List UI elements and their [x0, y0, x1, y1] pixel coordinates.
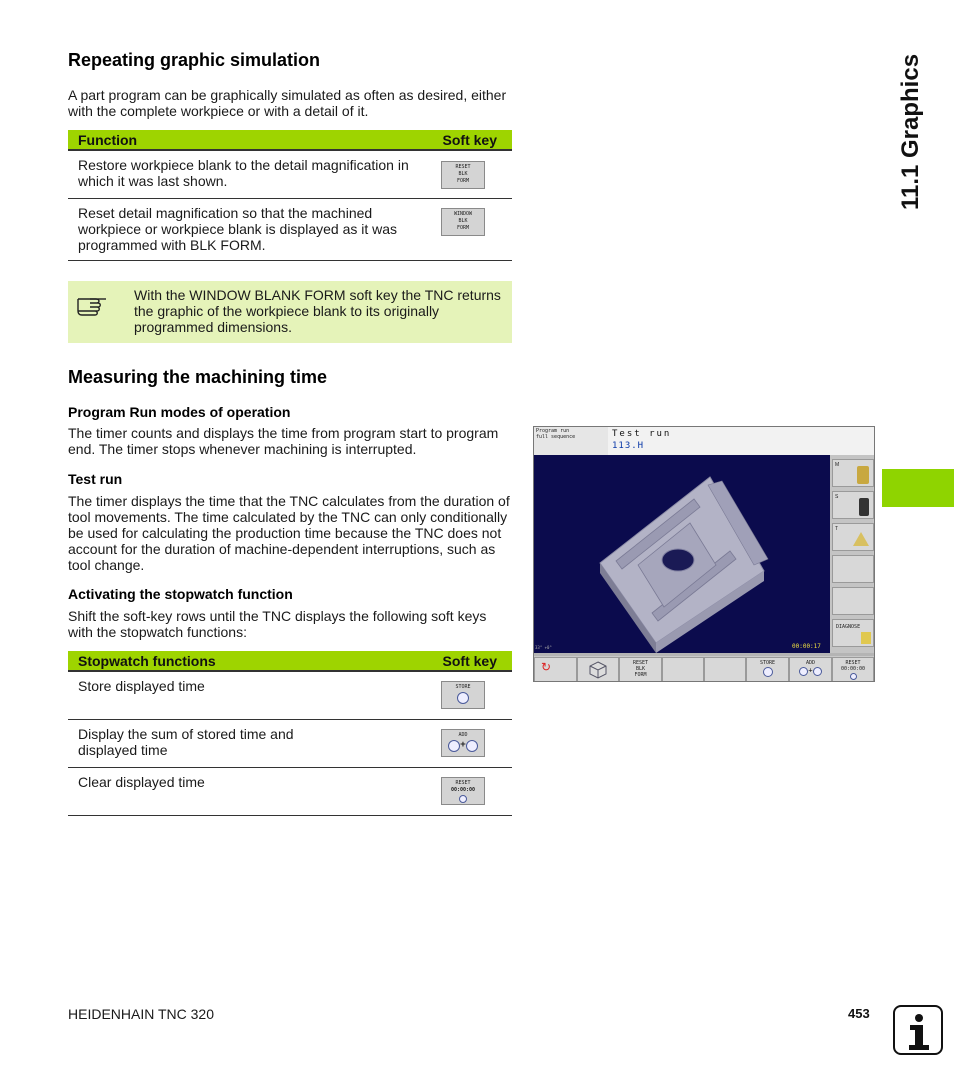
reset-timer-softkey[interactable]: RESET 00:00:00: [441, 777, 485, 805]
info-icon: [893, 1005, 943, 1055]
clock-icon: [459, 795, 467, 803]
blank-softkey[interactable]: [832, 587, 874, 615]
s-softkey[interactable]: S: [832, 491, 874, 519]
3d-view-softkey[interactable]: [577, 657, 619, 682]
heading-machining-time: Measuring the machining time: [68, 367, 328, 387]
add-softkey[interactable]: ADD +: [441, 729, 485, 757]
table-row: Store displayed time STORE: [68, 672, 512, 720]
stopwatch-table: [68, 651, 512, 816]
tnc-screenshot: Program run full sequence Test run 113.H 33° +0° 00:00:17 M S T DIAGNOSE ↻ RESET BLK FORM STORE ADD + RESET 00:00:00: [533, 426, 875, 682]
table-header: Function Soft key: [68, 130, 512, 151]
chapter-side-title: 11.1 Graphics: [897, 53, 924, 211]
heading-repeating-simulation: Repeating graphic simulation: [68, 50, 321, 70]
clock-icon: [457, 692, 469, 704]
m-softkey[interactable]: M: [832, 459, 874, 487]
table-row: Restore workpiece blank to the detail magnification in which it was last shown. RESET BLK FORM: [68, 151, 512, 199]
page-number: 453: [848, 1006, 870, 1021]
add-softkey[interactable]: ADD +: [789, 657, 832, 682]
program-header: Test run 113.H: [608, 427, 874, 456]
timer-display: 00:00:17: [792, 643, 821, 650]
intro-paragraph: A part program can be graphically simulated as often as desired, either with the complete workpiece or with a detail of it.: [68, 87, 507, 119]
subheading-test-run: Test run: [68, 471, 123, 487]
program-run-paragraph: The timer counts and displays the time from program start to program end. The timer stops whenever machining is interrupted.: [68, 425, 499, 457]
table-row: Clear displayed time RESET 00:00:00: [68, 768, 512, 816]
reset-blk-form-softkey[interactable]: RESET BLK FORM: [619, 657, 662, 682]
subheading-program-run: Program Run modes of operation: [68, 404, 291, 420]
blank-softkey[interactable]: [832, 555, 874, 583]
t-softkey[interactable]: T: [832, 523, 874, 551]
clock-icon: [466, 740, 478, 752]
workpiece-graphic: [534, 455, 830, 655]
cube-icon: [588, 660, 608, 680]
mode-indicator: Program run full sequence: [534, 427, 609, 456]
test-run-paragraph: The timer displays the time that the TNC calculates from the duration of tool movements. The time calculated by the TNC can only conditionally be used for calculating the production time because the TNC does not account for the duration of machine-dependent interruptions, such as tool change.: [68, 493, 510, 573]
empty-softkey[interactable]: [704, 657, 746, 682]
stopwatch-paragraph: Shift the soft-key rows until the TNC displays the following soft keys with the stopwatch functions:: [68, 608, 487, 640]
note-text: With the WINDOW BLANK FORM soft key the TNC returns the graphic of the workpiece blank to its originally programmed dimensions.: [134, 287, 501, 335]
graphic-view-softkey[interactable]: ↻: [534, 657, 577, 682]
note-box: [68, 281, 512, 343]
function-table: [68, 130, 512, 261]
clock-icon: [850, 673, 857, 680]
reset-blk-form-softkey[interactable]: RESET BLK FORM: [441, 161, 485, 189]
table-row: Display the sum of stored time and displayed time ADD +: [68, 720, 512, 768]
chapter-tab: [882, 469, 954, 507]
empty-softkey[interactable]: [662, 657, 704, 682]
table-header: Stopwatch functions Soft key: [68, 651, 512, 672]
clock-icon: [448, 740, 460, 752]
subheading-stopwatch: Activating the stopwatch function: [68, 586, 293, 602]
window-blk-form-softkey[interactable]: WINDOW BLK FORM: [441, 208, 485, 236]
clock-icon: [813, 667, 822, 676]
table-row: Reset detail magnification so that the machined workpiece or workpiece blank is displayed as it was programmed with BLK FORM. WINDOW BLK FORM: [68, 199, 512, 261]
pointing-hand-icon: [76, 291, 110, 317]
reset-timer-softkey[interactable]: RESET 00:00:00: [832, 657, 874, 682]
clock-icon: [763, 667, 773, 677]
store-softkey[interactable]: STORE: [746, 657, 789, 682]
diagnose-softkey[interactable]: DIAGNOSE: [832, 619, 874, 647]
footer-title: HEIDENHAIN TNC 320: [68, 1006, 215, 1022]
store-softkey[interactable]: STORE: [441, 681, 485, 709]
